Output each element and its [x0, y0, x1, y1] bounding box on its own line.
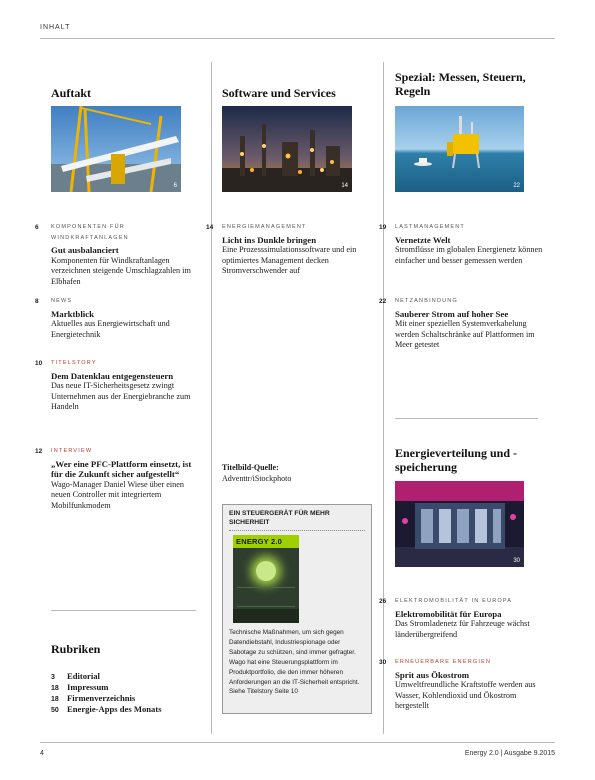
- entry-page-number: 19: [379, 224, 387, 231]
- entry-category: NEWS: [51, 298, 73, 304]
- section-title-software: Software und Services: [222, 86, 336, 100]
- toc-entry[interactable]: [35, 222, 195, 287]
- toc-entry[interactable]: [206, 222, 371, 277]
- entry-description: Aktuelles aus Energiewirtschaft und Energietechnik: [51, 319, 170, 339]
- entry-category: ERNEUERBARE ENERGIEN: [395, 659, 492, 665]
- lock-icon: [256, 561, 276, 581]
- photo-page-number: 22: [513, 183, 520, 189]
- footer-journal: Energy 2.0 | Ausgabe 9.2015: [464, 750, 555, 757]
- toc-entry[interactable]: [379, 222, 544, 266]
- entry-title: Marktblick: [51, 308, 95, 319]
- entry-description: Stromflüsse im globalen Energienetz können einfacher und besser gemessen werden: [395, 245, 543, 265]
- magazine-cover-image: [233, 535, 299, 623]
- entry-page-number: 6: [35, 224, 39, 231]
- software-photo: [222, 106, 352, 192]
- column-divider-1: [211, 62, 212, 734]
- entry-description: Wago-Manager Daniel Wiese über einen neuen Controller mit integriertem Mobilfunkmodem: [51, 479, 184, 510]
- entry-category: KOMPONENTEN FÜR WINDKRAFTANLAGEN: [51, 224, 129, 241]
- entry-category: ELEKTROMOBILITÄT IN EUROPA: [395, 598, 513, 604]
- entry-description: Eine Prozesssimulationssoftware und ein optimiertes Management decken Stromverschwender auf: [222, 245, 357, 275]
- entry-page-number: 10: [35, 360, 43, 367]
- entry-page-number: 14: [206, 224, 214, 231]
- entry-category: TITELSTORY: [51, 360, 97, 366]
- cover-bottom-band: [233, 609, 299, 623]
- entry-category: ENERGIEMANAGEMENT: [222, 224, 307, 230]
- entry-page-number: 12: [35, 448, 43, 455]
- credit-value: Adventtr/iStockphoto: [222, 473, 292, 483]
- entry-category: INTERVIEW: [51, 448, 93, 454]
- entry-description: Mit einer speziellen Systemverkabelung werden Schaltschränke auf Plattformen im Meer getestet: [395, 319, 535, 349]
- footer-rule: [40, 742, 555, 743]
- col1-divider: [51, 610, 196, 611]
- entry-title: Sauberer Strom auf hoher See: [395, 308, 509, 319]
- entry-description: Komponenten für Windkraftanlagen verzeichnen steigende Umschlagzahlen im Elbhafen: [51, 255, 191, 286]
- section-title-rubriken: Rubriken: [51, 642, 101, 656]
- section-title-spezial: Spezial: Messen, Steuern, Regeln: [395, 70, 526, 98]
- entry-title: Dem Datenklau entgegensteuern: [51, 370, 174, 381]
- rubrik-page-number: 18: [51, 696, 59, 703]
- toc-entry[interactable]: [379, 296, 544, 351]
- entry-page-number: 8: [35, 298, 39, 305]
- rubrik-page-number: 3: [51, 674, 55, 681]
- toc-entry[interactable]: [35, 358, 195, 413]
- entry-title: Licht ins Dunkle bringen: [222, 234, 317, 245]
- toc-entry[interactable]: [379, 596, 544, 640]
- section-title-auftakt: Auftakt: [51, 86, 92, 100]
- info-box-rule: [229, 530, 365, 531]
- rubrik-label: Impressum: [67, 682, 109, 692]
- toc-entry[interactable]: [35, 446, 195, 511]
- entry-category: LASTMANAGEMENT: [395, 224, 465, 230]
- cover-info-box: [222, 504, 372, 714]
- entry-page-number: 22: [379, 298, 387, 305]
- entry-page-number: 26: [379, 598, 387, 605]
- entry-title: Gut ausbalanciert: [51, 245, 119, 255]
- spezial-photo: [395, 106, 524, 192]
- info-box-text: Technische Maßnahmen, um sich gegen Datendiebstahl, Industriespionage oder Sabotage zu schützen, sind immer gefragter. Wago hat eine Steuerungsplattform im Produktportfolio, die den immer höheren Anforderungen an die IT-Sicherheit entspricht. Siehe Titelstory Seite 10: [229, 629, 360, 696]
- footer-page-number: 4: [40, 750, 44, 757]
- photo-page-number: 14: [341, 183, 348, 189]
- rubrik-item[interactable]: [51, 704, 162, 716]
- entry-description: Umweltfreundliche Kraftstoffe werden aus Wasser, Kohlendioxid und Ökostrom hergestellt: [395, 680, 536, 710]
- credit-label: Titelbild-Quelle:: [222, 463, 279, 472]
- entry-description: Das Stromladenetz für Fahrzeuge wächst länderübergreifend: [395, 619, 530, 639]
- cover-credit: [222, 463, 372, 484]
- energie-photo: [395, 481, 524, 567]
- top-rule: [40, 38, 555, 39]
- rubrik-label: Editorial: [67, 671, 100, 681]
- rubrik-page-number: 18: [51, 685, 59, 692]
- auftakt-photo: [51, 106, 181, 192]
- toc-entry[interactable]: [379, 657, 544, 712]
- info-box-heading: EIN STEUERGERÄT FÜR MEHR SICHERHEIT: [229, 510, 330, 526]
- rubrik-label: Firmenverzeichnis: [67, 693, 136, 703]
- photo-page-number: 6: [173, 183, 177, 189]
- toc-entry[interactable]: [35, 296, 195, 340]
- entry-title: Sprit aus Ökostrom: [395, 669, 470, 680]
- cover-masthead: ENERGY 2.0: [233, 535, 299, 548]
- photo-page-number: 30: [513, 558, 520, 564]
- rubrik-page-number: 50: [51, 707, 59, 714]
- entry-description: Das neue IT-Sicherheitsgesetz zwingt Unternehmen aus der Energiebranche zum Handeln: [51, 381, 191, 411]
- entry-page-number: 30: [379, 659, 387, 666]
- entry-title: Vernetzte Welt: [395, 234, 451, 245]
- cover-circuit: [237, 587, 295, 607]
- col3-divider: [395, 418, 538, 419]
- entry-title: Elektromobilität für Europa: [395, 608, 502, 619]
- section-label: INHALT: [40, 24, 71, 31]
- entry-category: NETZANBINDUNG: [395, 298, 458, 304]
- entry-title: „Wer eine PFC-Plattform einsetzt, ist für die Zukunft sicher aufgestellt“: [51, 458, 192, 479]
- section-title-energie: Energieverteilung und -speicherung: [395, 446, 517, 474]
- rubrik-label: Energie-Apps des Monats: [67, 704, 162, 714]
